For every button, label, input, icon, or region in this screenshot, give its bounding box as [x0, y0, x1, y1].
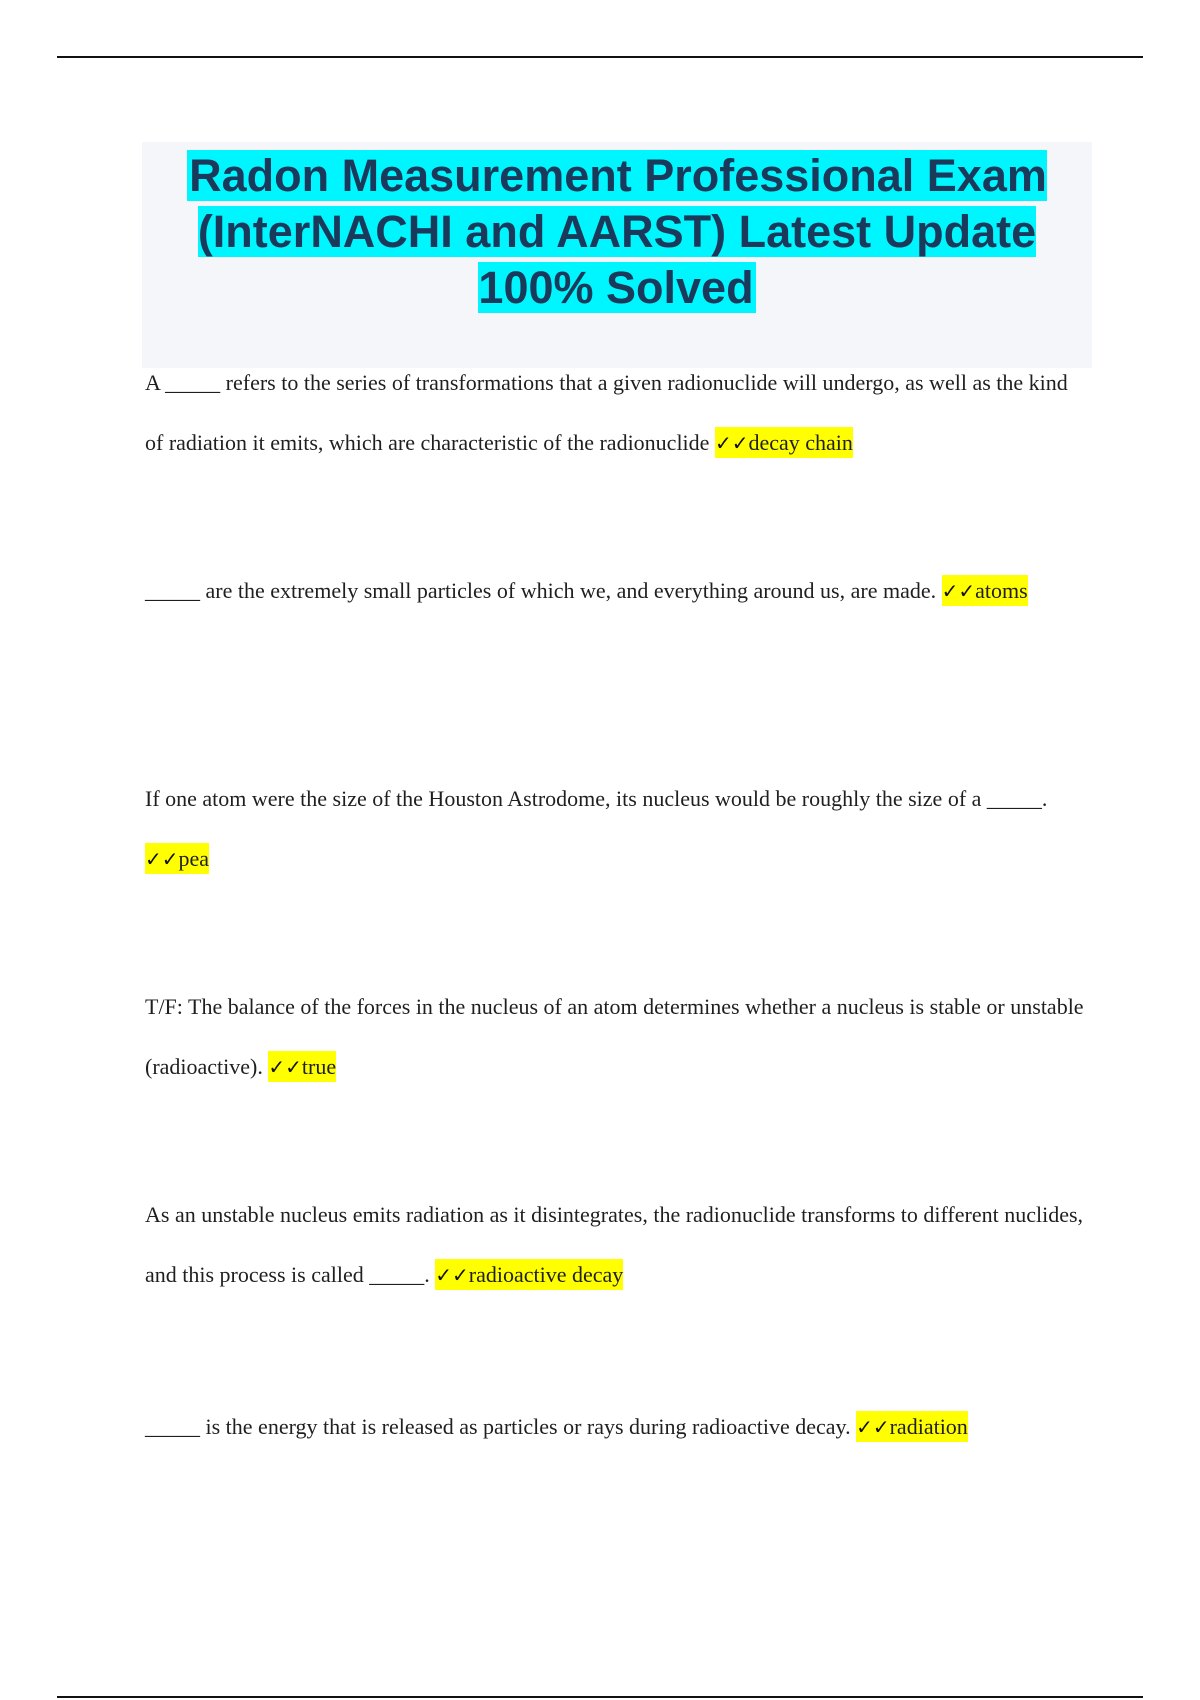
double-check-icon: ✓✓	[714, 431, 749, 455]
answer-3	[145, 843, 209, 874]
double-check-icon: ✓✓	[856, 1415, 890, 1439]
double-check-icon: ✓✓	[941, 579, 976, 603]
document-title-text: Radon Measurement Professional Exam (InterNACHI and AARST) Latest Update 100% Solved	[189, 150, 1047, 313]
question-5	[145, 1185, 1090, 1305]
answer-4-text: true	[301, 1054, 337, 1079]
top-rule	[57, 56, 1143, 58]
question-6-text: _____ is the energy that is released as particles or rays during radioactive decay.	[145, 1414, 857, 1439]
bottom-rule	[57, 1696, 1143, 1698]
answer-4	[268, 1051, 336, 1082]
question-2	[145, 561, 1090, 621]
question-3-text: If one atom were the size of the Houston Astrodome, its nucleus would be roughly the size of a _____.	[145, 786, 1048, 811]
answer-6	[856, 1411, 968, 1442]
answer-5	[435, 1259, 623, 1290]
document-title	[142, 148, 1092, 316]
question-2-text: _____ are the extremely small particles of which we, and everything around us, are made.	[145, 578, 942, 603]
answer-2-text: atoms	[975, 578, 1028, 603]
question-3	[145, 769, 1090, 889]
question-4	[145, 977, 1090, 1097]
double-check-icon: ✓✓	[435, 1263, 469, 1287]
double-check-icon: ✓✓	[145, 847, 179, 871]
question-1	[145, 353, 1090, 473]
answer-5-text: radioactive decay	[468, 1262, 624, 1287]
question-1-text: A _____ refers to the series of transformations that a given radionuclide will undergo, as well as the kind of radiation it emits, which are characteristic of the radionuclide	[145, 370, 1068, 455]
question-5-text: As an unstable nucleus emits radiation as it disintegrates, the radionuclide transforms to different nuclides, and this process is called _____.	[145, 1202, 1084, 1287]
question-6	[145, 1397, 1090, 1457]
double-check-icon: ✓✓	[268, 1055, 302, 1079]
answer-2	[942, 575, 1028, 606]
question-4-text: T/F: The balance of the forces in the nucleus of an atom determines whether a nucleus is stable or unstable (radioactive).	[145, 994, 1084, 1079]
answer-3-text: pea	[178, 846, 210, 871]
answer-1	[715, 427, 853, 458]
answer-1-text: decay chain	[748, 430, 853, 455]
answer-6-text: radiation	[889, 1414, 968, 1439]
